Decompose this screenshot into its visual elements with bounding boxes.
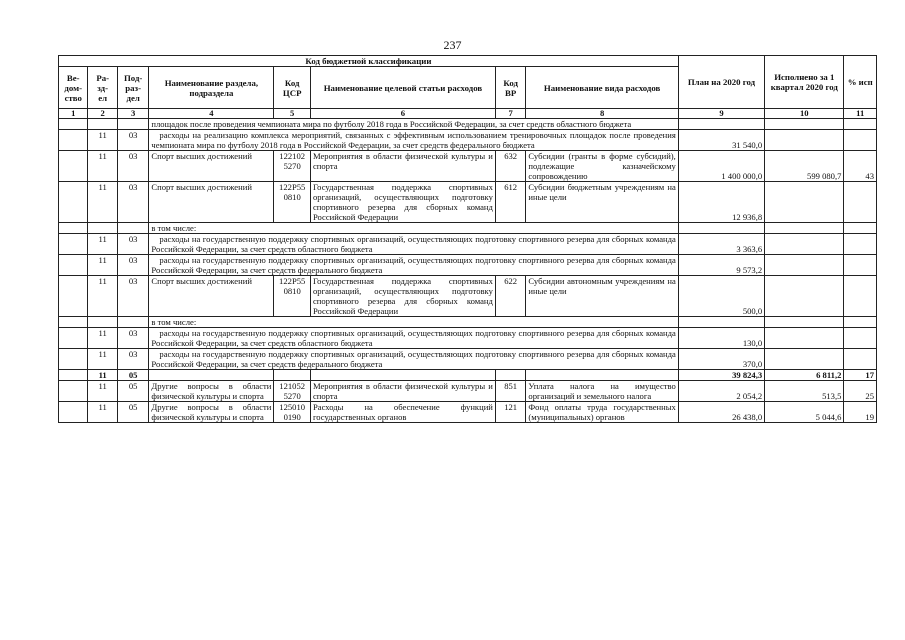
table-row xyxy=(59,223,877,234)
header-group: Код бюджетной классификации xyxy=(59,56,679,67)
razdel-cell: 11 xyxy=(88,234,117,255)
plan-cell: 2 054,2 xyxy=(678,381,764,402)
budget-table xyxy=(58,55,877,423)
index-cell: 11 xyxy=(844,109,877,119)
plan-cell: 130,0 xyxy=(678,328,764,349)
kind-cell: Субсидии (гранты в форме субсидий), подлежащие казначейскому сопровождению xyxy=(526,151,678,182)
pct-cell: 43 xyxy=(844,151,877,182)
index-cell: 3 xyxy=(117,109,149,119)
razdel-cell: 11 xyxy=(88,151,117,182)
kind-cell: Уплата налога на имущество организаций и земельного налога xyxy=(526,381,678,402)
table-row xyxy=(59,130,877,151)
plan-cell: 3 363,6 xyxy=(678,234,764,255)
table-row xyxy=(59,119,877,130)
podrazdel-cell: 05 xyxy=(117,402,149,423)
header-podrazdel: Под- раз- дел xyxy=(117,67,149,109)
index-cell: 4 xyxy=(149,109,274,119)
podrazdel-cell: 05 xyxy=(117,370,149,381)
header-plan: План на 2020 год xyxy=(678,56,764,109)
pct-cell: 19 xyxy=(844,402,877,423)
index-cell: 6 xyxy=(310,109,495,119)
kind-cell: Субсидии автономным учреждениям на иные цели xyxy=(526,276,678,317)
vr-cell: 121 xyxy=(495,402,525,423)
target-cell: Расходы на обеспечение функций государственных органов xyxy=(310,402,495,423)
table-row xyxy=(59,234,877,255)
index-cell: 2 xyxy=(88,109,117,119)
row-text: расходы на государственную поддержку спортивных организаций, осуществляющих подготовку спортивного резерва для сборных команда Российской Федерации, за счет средств областного бюджета xyxy=(149,328,678,349)
vr-cell: 622 xyxy=(495,276,525,317)
plan-cell: 26 438,0 xyxy=(678,402,764,423)
row-text: в том числе: xyxy=(149,317,678,328)
index-cell: 8 xyxy=(526,109,678,119)
done-cell: 5 044,6 xyxy=(765,402,844,423)
vr-cell: 632 xyxy=(495,151,525,182)
csr-cell: 122102 5270 xyxy=(274,151,311,182)
subtotal-row xyxy=(59,370,877,381)
podrazdel-cell: 03 xyxy=(117,276,149,317)
section-name-cell: Спорт высших достижений xyxy=(149,276,274,317)
razdel-cell: 11 xyxy=(88,381,117,402)
csr-cell: 122P55 0810 xyxy=(274,182,311,223)
podrazdel-cell: 03 xyxy=(117,328,149,349)
section-name-cell: Другие вопросы в области физической культуры и спорта xyxy=(149,402,274,423)
page-number: 237 xyxy=(443,38,462,52)
plan-cell: 31 540,0 xyxy=(678,130,764,151)
plan-cell: 12 936,8 xyxy=(678,182,764,223)
csr-cell: 121052 5270 xyxy=(274,381,311,402)
kind-cell: Фонд оплаты труда государственных (муниципальных) органов xyxy=(526,402,678,423)
index-cell: 7 xyxy=(495,109,525,119)
done-cell: 513,5 xyxy=(765,381,844,402)
header-kind: Наименование вида расходов xyxy=(526,67,678,109)
podrazdel-cell: 05 xyxy=(117,381,149,402)
row-text: расходы на государственную поддержку спортивных организаций, осуществляющих подготовку спортивного резерва для сборных команда Российской Федерации, за счет средств федерального бюджета xyxy=(149,349,678,370)
index-cell: 5 xyxy=(274,109,311,119)
section-name-cell: Спорт высших достижений xyxy=(149,151,274,182)
razdel-cell: 11 xyxy=(88,182,117,223)
header-razdel: Ра- зд- ел xyxy=(88,67,117,109)
table-row xyxy=(59,255,877,276)
header-target: Наименование целевой статьи расходов xyxy=(310,67,495,109)
table-row xyxy=(59,182,877,223)
razdel-cell: 11 xyxy=(88,276,117,317)
index-cell: 1 xyxy=(59,109,88,119)
plan-cell: 370,0 xyxy=(678,349,764,370)
podrazdel-cell: 03 xyxy=(117,234,149,255)
table-row xyxy=(59,381,877,402)
vr-cell: 851 xyxy=(495,381,525,402)
razdel-cell: 11 xyxy=(88,328,117,349)
index-cell: 10 xyxy=(765,109,844,119)
podrazdel-cell: 03 xyxy=(117,151,149,182)
target-cell: Государственная поддержка спортивных организаций, осуществляющих подготовку спортивного резерва для сборных команд Российской Федерации xyxy=(310,182,495,223)
razdel-cell: 11 xyxy=(88,255,117,276)
csr-cell: 122P55 0810 xyxy=(274,276,311,317)
pct-cell: 25 xyxy=(844,381,877,402)
podrazdel-cell: 03 xyxy=(117,182,149,223)
target-cell: Мероприятия в области физической культуры и спорта xyxy=(310,151,495,182)
target-cell: Государственная поддержка спортивных организаций, осуществляющих подготовку спортивного резерва для сборных команд Российской Федерации xyxy=(310,276,495,317)
header-csr: Код ЦСР xyxy=(274,67,311,109)
table-row xyxy=(59,349,877,370)
header-pct: % исп xyxy=(844,56,877,109)
header-row-1 xyxy=(59,56,877,67)
vr-cell: 612 xyxy=(495,182,525,223)
table-row xyxy=(59,151,877,182)
csr-cell: 125010 0190 xyxy=(274,402,311,423)
podrazdel-cell: 03 xyxy=(117,349,149,370)
podrazdel-cell: 03 xyxy=(117,255,149,276)
header-vedomstvo: Ве- дом- ство xyxy=(59,67,88,109)
index-cell: 9 xyxy=(678,109,764,119)
header-vr: Код ВР xyxy=(495,67,525,109)
row-text: расходы на государственную поддержку спортивных организаций, осуществляющих подготовку спортивного резерва для сборных команда Российской Федерации, за счет средств федерального бюджета xyxy=(149,255,678,276)
plan-cell: 39 824,3 xyxy=(678,370,764,381)
header-done: Исполнено за 1 квартал 2020 год xyxy=(765,56,844,109)
target-cell: Мероприятия в области физической культуры и спорта xyxy=(310,381,495,402)
razdel-cell: 11 xyxy=(88,349,117,370)
row-text: расходы на реализацию комплекса мероприятий, связанных с эффективным использованием тренировочных площадок после проведения чемпионата мира по футболу 2018 года в Российской Федерации, за счет средств федерального бюджета xyxy=(149,130,678,151)
plan-cell: 500,0 xyxy=(678,276,764,317)
index-row xyxy=(59,109,877,119)
header-name: Наименование раздела, подраздела xyxy=(149,67,274,109)
razdel-cell: 11 xyxy=(88,370,117,381)
kind-cell: Субсидии бюджетным учреждениям на иные цели xyxy=(526,182,678,223)
row-text: расходы на государственную поддержку спортивных организаций, осуществляющих подготовку спортивного резерва для сборных команда Российской Федерации, за счет средств областного бюджета xyxy=(149,234,678,255)
razdel-cell: 11 xyxy=(88,130,117,151)
podrazdel-cell: 03 xyxy=(117,130,149,151)
section-name-cell: Другие вопросы в области физической культуры и спорта xyxy=(149,381,274,402)
row-text: в том числе: xyxy=(149,223,678,234)
table-row xyxy=(59,276,877,317)
plan-cell: 1 400 000,0 xyxy=(678,151,764,182)
table-row xyxy=(59,402,877,423)
done-cell: 6 811,2 xyxy=(765,370,844,381)
section-name-cell: Спорт высших достижений xyxy=(149,182,274,223)
pct-cell: 17 xyxy=(844,370,877,381)
table-row xyxy=(59,317,877,328)
razdel-cell: 11 xyxy=(88,402,117,423)
plan-cell: 9 573,2 xyxy=(678,255,764,276)
table-row xyxy=(59,328,877,349)
row-text: площадок после проведения чемпионата мира по футболу 2018 года в Российской Федерации, за счет средств областного бюджета xyxy=(149,119,678,130)
done-cell: 599 080,7 xyxy=(765,151,844,182)
